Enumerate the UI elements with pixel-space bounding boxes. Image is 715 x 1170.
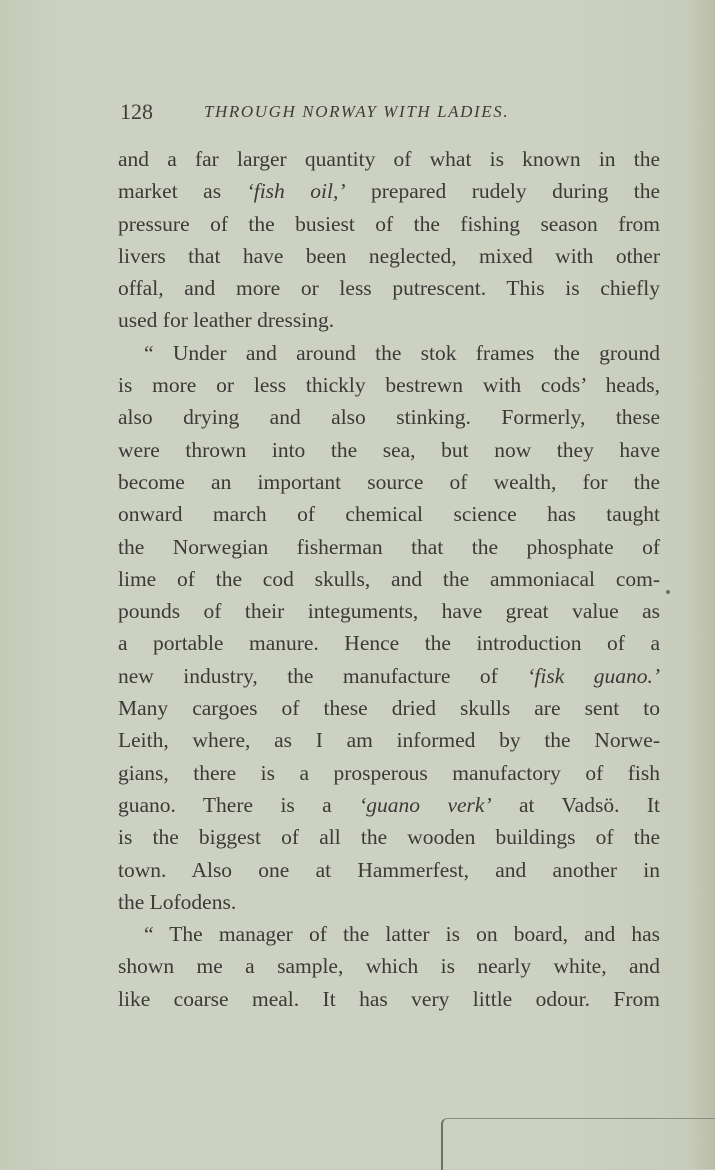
text-line: become an important source of wealth, for the bbox=[118, 469, 660, 494]
text-line: pressure of the busiest of the fishing season from bbox=[118, 211, 660, 236]
text-line: also drying and also stinking. Formerly, these bbox=[118, 405, 660, 430]
text-line: new industry, the manufacture of ‘fisk guano.’ bbox=[118, 663, 660, 688]
text-line: were thrown into the sea, but now they have bbox=[118, 437, 660, 462]
page-corner-mark bbox=[441, 1118, 715, 1170]
text-line: and a far larger quantity of what is known in the bbox=[118, 147, 660, 171]
text-line: Many cargoes of these dried skulls are sent to bbox=[118, 696, 660, 721]
text-line: is the biggest of all the wooden buildings of the bbox=[118, 825, 660, 850]
text-line: town. Also one at Hammerfest, and another in bbox=[118, 857, 660, 882]
running-head bbox=[120, 96, 580, 128]
text-line: pounds of their integuments, have great value as bbox=[118, 599, 660, 624]
text-line: guano. There is a ‘guano verk’ at Vadsö. It bbox=[118, 792, 660, 817]
page-number: 128 bbox=[120, 99, 153, 124]
text-line: lime of the cod skulls, and the ammoniacal com- bbox=[118, 566, 660, 591]
body-text bbox=[118, 143, 660, 1015]
text-line: gians, there is a prosperous manufactory of fish bbox=[118, 760, 660, 785]
text-line: onward march of chemical science has taught bbox=[118, 502, 660, 527]
running-title: THROUGH NORWAY WITH LADIES. bbox=[204, 102, 510, 121]
text-line: is more or less thickly bestrewn with cods’ heads, bbox=[118, 373, 660, 398]
text-line: a portable manure. Hence the introduction of a bbox=[118, 631, 660, 656]
text-line: market as ‘fish oil,’ prepared rudely during the bbox=[118, 179, 660, 204]
text-line: offal, and more or less putrescent. This is chiefly bbox=[118, 276, 660, 301]
text-line: Leith, where, as I am informed by the Norwe- bbox=[118, 728, 660, 753]
ink-speck bbox=[666, 590, 670, 594]
text-line: shown me a sample, which is nearly white, and bbox=[118, 954, 660, 979]
text-line: “ Under and around the stok frames the ground bbox=[144, 340, 660, 365]
text-line: the Lofodens. bbox=[118, 889, 237, 914]
text-line: livers that have been neglected, mixed with other bbox=[118, 243, 660, 268]
text-line: used for leather dressing. bbox=[118, 308, 335, 333]
text-line: like coarse meal. It has very little odour. From bbox=[118, 986, 660, 1011]
text-line: “ The manager of the latter is on board, and has bbox=[144, 922, 660, 947]
text-line: the Norwegian fisherman that the phosphate of bbox=[118, 534, 660, 559]
